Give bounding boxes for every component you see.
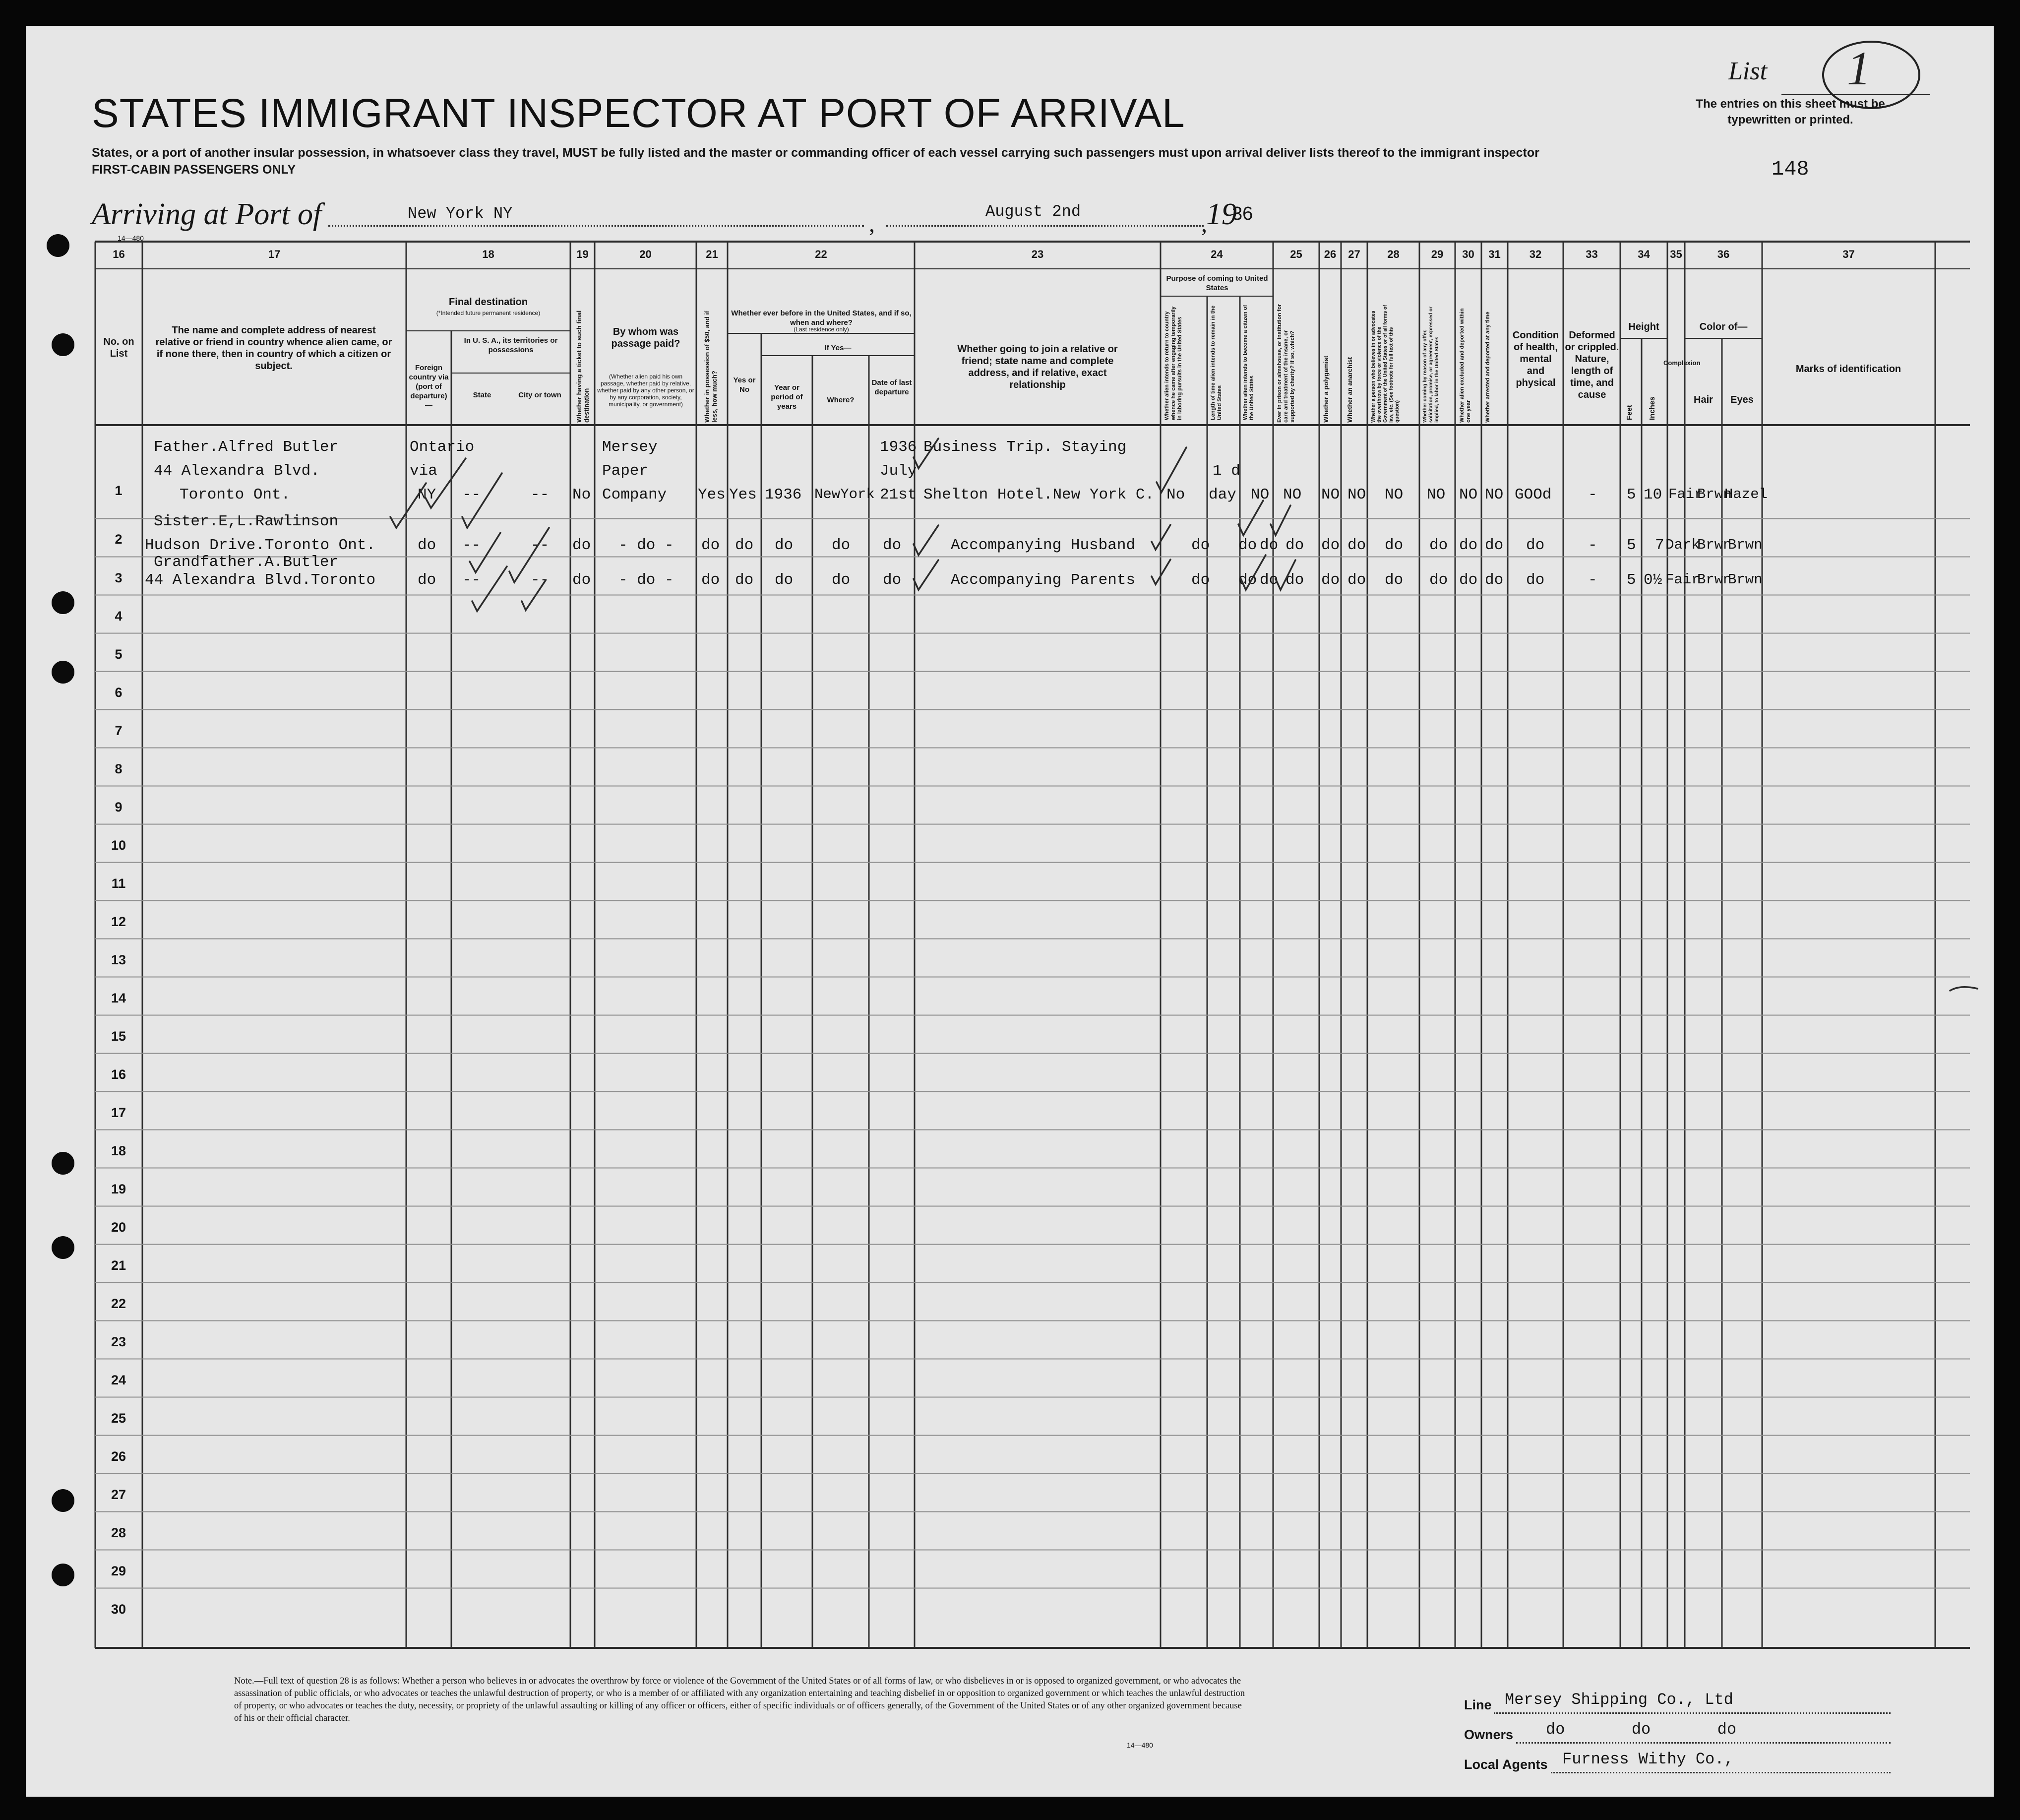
- typewritten-note: The entries on this sheet must be typewritten or printed.: [1696, 97, 1885, 126]
- entry-2-polygamist: do: [1321, 537, 1340, 554]
- entry-3-departure: do: [883, 571, 902, 589]
- entry-2-health: do: [1526, 537, 1545, 554]
- row-number: 22: [111, 1296, 126, 1311]
- entry-2-ticket: do: [572, 537, 591, 554]
- header-return-intent: Whether alien intends to return to country whence he came after engaging temporarily in laboring pursuits in the United States: [1164, 306, 1183, 420]
- form-subtitle: States, or a port of another insular possession, in whatsoever class they travel, MUST be fully listed and the master or commanding officer of each vessel carrying such passengers must upon arrival deliver lists thereof to the immigrant inspector: [92, 146, 1539, 160]
- header-polygamist: Whether a polygamist: [1322, 355, 1330, 423]
- entry-2-money: do: [701, 537, 720, 554]
- col-number-19: 19: [576, 248, 589, 260]
- col-number-30: 30: [1462, 248, 1474, 260]
- entry-1-departure-line-3: 21st: [880, 486, 917, 503]
- header-passage-paid-note: (Whether alien paid his own passage, whether paid by relative, whether paid by any other person, or by any corporation, society, municipality, or government): [597, 373, 694, 408]
- binder-hole: [52, 1564, 74, 1586]
- entry-2-complexion: Dark: [1665, 537, 1700, 553]
- entry-2-relative-line-1: Sister.E,L.Rawlinson: [154, 513, 339, 530]
- local-agents-label: Local Agents: [1464, 1757, 1548, 1772]
- entry-1-feet: 5: [1627, 486, 1636, 503]
- entry-1-return: No: [1166, 486, 1185, 503]
- header-eyes: Eyes: [1730, 394, 1754, 405]
- entry-1-paid-line-2: Paper: [602, 462, 649, 480]
- header-purpose: Purpose of coming to United States: [1166, 274, 1268, 292]
- header-final-destination-note: (*Intended future permanent residence): [436, 310, 541, 316]
- entry-2-relative-line-2: Hudson Drive.Toronto Ont.: [145, 537, 376, 554]
- entry-1-q29: NO: [1427, 486, 1446, 503]
- entry-2-anarchist: do: [1347, 537, 1366, 554]
- inspector-check-marks: [26, 26, 1994, 1797]
- entry-2-departure: do: [883, 537, 902, 554]
- col-number-31: 31: [1488, 248, 1501, 260]
- header-feet: Feet: [1625, 405, 1634, 420]
- header-inches: Inches: [1648, 396, 1656, 420]
- row-number: 10: [111, 838, 126, 853]
- entry-3-prison: do: [1285, 571, 1304, 589]
- row-number: 28: [111, 1525, 126, 1540]
- header-complexion: Complexion: [1663, 359, 1701, 367]
- header-ever-before-in-us: Whether ever before in the United States, and if so, when and where?: [731, 309, 912, 327]
- entry-1-money: Yes: [698, 486, 726, 503]
- entry-3-feet: 5: [1627, 571, 1636, 589]
- line-label: Line: [1464, 1697, 1492, 1712]
- row-number: 8: [115, 761, 122, 776]
- entry-1-polygamist: NO: [1321, 486, 1340, 503]
- col-number-26: 26: [1324, 248, 1337, 260]
- entry-1-ticket: No: [572, 486, 591, 503]
- entry-3-foreign: do: [418, 571, 436, 589]
- entry-3-q29: do: [1429, 571, 1448, 589]
- local-agents-field-underline: [1551, 1772, 1891, 1773]
- list-number: 1: [1847, 42, 1871, 95]
- row-number: 1: [115, 483, 122, 498]
- entry-2-city: --: [531, 537, 550, 554]
- entry-1-state: --: [462, 486, 481, 503]
- col-number-37: 37: [1842, 248, 1855, 260]
- entry-1-q28: NO: [1385, 486, 1404, 503]
- entry-3-anarchist: do: [1347, 571, 1366, 589]
- col-number-32: 32: [1529, 248, 1542, 260]
- entry-2-q29: do: [1429, 537, 1448, 554]
- entry-3-where: do: [832, 571, 851, 589]
- header-foreign-country: Foreign country via (port of departure)—: [409, 364, 449, 410]
- form-title: STATES IMMIGRANT INSPECTOR AT PORT OF ARRIVAL: [92, 91, 1185, 136]
- entry-3-city: --: [531, 571, 550, 589]
- line-value: Mersey Shipping Co., Ltd: [1505, 1691, 1733, 1709]
- header-arrested-deported: Whether arrested and deported at any time: [1485, 312, 1491, 423]
- entry-1-paid-line-1: Mersey: [602, 439, 658, 456]
- header-where: Where?: [827, 396, 855, 404]
- header-anarchist: Whether an anarchist: [1346, 357, 1353, 423]
- entry-1-foreign-line-3: NY: [418, 486, 436, 503]
- col-number-22: 22: [815, 248, 827, 260]
- row-number: 23: [111, 1334, 126, 1349]
- row-number: 15: [111, 1029, 126, 1044]
- entry-1-foreign-line-2: via: [410, 462, 437, 480]
- entry-3-relative-line-1: Grandfather.A.Butler: [154, 554, 339, 571]
- binder-hole: [52, 591, 74, 614]
- col-number-20: 20: [639, 248, 652, 260]
- row-number: 29: [111, 1564, 126, 1578]
- entry-3-before: do: [735, 571, 754, 589]
- header-excluded-deported: Whether alien excluded and deported within one year: [1459, 308, 1471, 423]
- entry-2-prison: do: [1285, 537, 1304, 554]
- entry-3-q31: do: [1485, 571, 1504, 589]
- entry-2-before: do: [735, 537, 754, 554]
- entry-1-paid-line-3: Company: [602, 486, 667, 503]
- footnote-form-code: 14—480: [1127, 1741, 1153, 1749]
- date-value: August 2nd: [985, 202, 1081, 221]
- entry-1-health: GOOd: [1515, 486, 1552, 503]
- entry-2-q28: do: [1385, 537, 1404, 554]
- binder-hole: [52, 333, 74, 356]
- row-number: 11: [111, 876, 126, 891]
- col-number-28: 28: [1387, 248, 1400, 260]
- entry-1-joining-line-1: Business Trip. Staying: [923, 439, 1127, 456]
- entry-2-return: do: [1191, 537, 1210, 554]
- entry-3-hair: Brwn: [1697, 571, 1732, 588]
- comma-mark: ,: [869, 211, 875, 237]
- row-number: 17: [111, 1105, 126, 1120]
- entry-1-q30: NO: [1459, 486, 1478, 503]
- port-value: New York NY: [408, 204, 513, 223]
- owners-field-underline: [1516, 1742, 1891, 1744]
- entry-2-where: do: [832, 537, 851, 554]
- entry-2-inches: 7: [1655, 537, 1664, 554]
- entry-2-eyes: Brwn: [1728, 537, 1763, 553]
- entry-1-citizen: NO: [1251, 486, 1270, 503]
- entry-1-foreign-line-1: Ontario: [410, 439, 475, 456]
- entry-3-complexion: Fair: [1665, 571, 1700, 588]
- entry-2-year: do: [775, 537, 794, 554]
- entry-2-citizen: do: [1260, 537, 1279, 554]
- row-number: 9: [115, 800, 122, 815]
- entry-2-q30: do: [1459, 537, 1478, 554]
- row-number: 5: [115, 647, 122, 662]
- entry-3-q28: do: [1385, 571, 1404, 589]
- header-final-destination: Final destination: [449, 297, 528, 308]
- entry-2-paid: - do -: [618, 537, 674, 554]
- col-number-18: 18: [482, 248, 494, 260]
- header-labor-offer: Whether coming by reason of any offer, solicitation, promise, or agreement, expressed or implied, to labor in the United States: [1422, 307, 1440, 423]
- header-date-last-departure: Date of last departure: [871, 378, 912, 396]
- entry-1-before: Yes: [729, 486, 757, 503]
- comma-mark-2: ,: [1201, 211, 1207, 237]
- header-fifty-dollars: Whether in possession of $50, and if less, how much?: [703, 311, 718, 423]
- entry-1-joining-line-2: Shelton Hotel.New York C.: [923, 486, 1155, 503]
- header-state: State: [473, 391, 491, 399]
- manifest-sheet: [26, 26, 1994, 1797]
- row-number: 21: [111, 1258, 126, 1273]
- col-number-36: 36: [1717, 248, 1730, 260]
- entry-2-feet: 5: [1627, 537, 1636, 554]
- owners-value: do do do: [1546, 1720, 1737, 1739]
- entry-3-polygamist: do: [1321, 571, 1340, 589]
- entry-1-deformed: -: [1588, 486, 1597, 503]
- year-prefix: 19: [1206, 197, 1237, 231]
- row-number: 16: [111, 1067, 126, 1082]
- row-number: 13: [111, 952, 126, 967]
- row-number: 4: [115, 609, 122, 624]
- col-number-27: 27: [1348, 248, 1360, 260]
- binder-hole: [52, 1489, 74, 1512]
- footnote-question-28: Note.—Full text of question 28 is as follows: Whether a person who believes in or advocates the overthrow by force or violence of the Government of the United States or of all forms of law, or who disbelieves in or is opposed to organized government, or who advocates the assassination of public officials, or who advocates or teaches the unlawful destruction of property, or who is a member of or affiliated with any organization entertaining and teaching disbelief in or opposition to organized government or which teaches the unlawful destruction of property, or who advocates or teaches the duty, necessity, or propriety of the unlawful assaulting or killing of any officer or officers, either of specific individuals or of officers generally, of the Government of the United States or of any other organized government because of his or their official character.: [234, 1676, 1245, 1723]
- col-number-34: 34: [1638, 248, 1650, 260]
- header-yes-or-no: Yes or No: [733, 376, 756, 394]
- row-number: 30: [111, 1602, 126, 1617]
- row-number: 3: [115, 570, 122, 585]
- entry-3-deformed: -: [1588, 571, 1597, 589]
- binder-hole: [47, 234, 69, 257]
- entry-1-relative-line-3: Toronto Ont.: [180, 486, 291, 503]
- col-number-29: 29: [1431, 248, 1444, 260]
- header-year-or-period: Year or period of years: [771, 383, 803, 411]
- entry-3-eyes: Brwn: [1728, 571, 1763, 588]
- entry-2-foreign: do: [418, 537, 436, 554]
- entry-1-prison: NO: [1283, 486, 1302, 503]
- row-number: 6: [115, 685, 122, 700]
- binder-hole: [52, 661, 74, 684]
- row-number: 24: [111, 1373, 126, 1387]
- entry-1-length-line-2: day: [1209, 486, 1236, 503]
- owners-label: Owners: [1464, 1727, 1514, 1742]
- list-label: List: [1728, 57, 1768, 85]
- col-number-35: 35: [1670, 248, 1682, 260]
- col-number-24: 24: [1211, 248, 1223, 260]
- entry-2-length: do: [1238, 537, 1257, 554]
- row-number: 25: [111, 1411, 126, 1426]
- row-number: 19: [111, 1182, 126, 1196]
- entry-1-city: --: [531, 486, 550, 503]
- binder-hole: [52, 1236, 74, 1259]
- entry-1-departure-line-1: 1936: [880, 439, 917, 456]
- entry-3-money: do: [701, 571, 720, 589]
- col-number-17: 17: [268, 248, 281, 260]
- entry-1-relative-line-2: 44 Alexandra Blvd.: [154, 462, 320, 480]
- binder-hole: [52, 1152, 74, 1175]
- entry-3-ticket: do: [572, 571, 591, 589]
- header-nearest-relative: The name and complete address of nearest relative or friend in country whence alien came, or if none there, then in country of which a citizen or subject.: [155, 325, 392, 372]
- entry-1-anarchist: NO: [1347, 486, 1366, 503]
- row-number: 20: [111, 1220, 126, 1235]
- entry-1-complexion: Fair: [1668, 486, 1703, 502]
- col-number-33: 33: [1586, 248, 1598, 260]
- header-passage-paid: By whom was passage paid?: [611, 326, 680, 349]
- header-joining-relative: Whether going to join a relative or friend; state name and complete address, and if relative, exact relationship: [957, 344, 1118, 390]
- row-number: 27: [111, 1487, 126, 1502]
- col-number-23: 23: [1031, 248, 1044, 260]
- entry-1-year: 1936: [765, 486, 802, 503]
- entry-2-q31: do: [1485, 537, 1504, 554]
- header-ticket: Whether having a ticket to such final destination: [575, 310, 590, 423]
- entry-1-departure-line-2: July: [880, 462, 917, 480]
- entry-3-paid: - do -: [618, 571, 674, 589]
- local-agents-value: Furness Withy Co.,: [1562, 1750, 1734, 1768]
- col-number-25: 25: [1290, 248, 1302, 260]
- entry-3-state: --: [462, 571, 481, 589]
- entry-3-inches: 0½: [1644, 571, 1662, 589]
- entry-1-hair: Brwn: [1697, 486, 1732, 502]
- header-hair: Hair: [1694, 394, 1713, 405]
- header-color-of: Color of—: [1699, 321, 1748, 332]
- col-number-16: 16: [113, 248, 125, 260]
- entry-2-state: --: [462, 537, 481, 554]
- header-no-on-list: No. on List: [103, 336, 134, 359]
- row-number: 26: [111, 1449, 126, 1464]
- entry-1-length-line-1: 1 d: [1213, 462, 1240, 480]
- header-overthrow-question: Whether a person who believes in or advocates the overthrow by force or violence of the Government of the United States or of all forms of law, etc. (See footnote for full text of this question): [1371, 305, 1400, 423]
- row-number: 2: [115, 532, 122, 547]
- entry-1-q31: NO: [1485, 486, 1504, 503]
- entry-1-where: NewYork: [814, 486, 875, 502]
- sheet-number: 148: [1772, 157, 1809, 181]
- arriving-label: Arriving at Port of: [92, 197, 322, 231]
- header-prison-almshouse: Ever in prison or almshouse, or institution for care and treatment of the insane, or supported by charity? If so, which?: [1277, 304, 1295, 423]
- header-length-of-stay: Length of time alien intends to remain in the United States: [1210, 305, 1223, 420]
- row-number: 12: [111, 914, 126, 929]
- year-suffix: 36: [1232, 203, 1253, 224]
- header-deformed: Deformed or crippled. Nature, length of time, and cause: [1565, 330, 1619, 400]
- line-field-underline: [1494, 1712, 1891, 1714]
- header-health: Condition of health, mental and physical: [1512, 330, 1559, 388]
- entry-1-eyes: Hazel: [1724, 486, 1768, 502]
- entry-2-deformed: -: [1588, 537, 1597, 554]
- form-code: 14—480: [118, 234, 144, 242]
- header-last-residence: (Last residence only): [794, 326, 849, 333]
- row-number: 7: [115, 723, 122, 738]
- entry-3-return: do: [1191, 571, 1210, 589]
- header-city-or-town: City or town: [518, 391, 561, 399]
- entry-2-hair: Brwn: [1697, 537, 1732, 553]
- col-number-21: 21: [706, 248, 718, 260]
- entry-2-joining: Accompanying Husband: [951, 537, 1136, 554]
- entry-3-year: do: [775, 571, 794, 589]
- header-height: Height: [1628, 321, 1659, 332]
- header-in-usa: In U. S. A., its territories or possessions: [464, 336, 558, 354]
- entry-3-q30: do: [1459, 571, 1478, 589]
- row-number: 18: [111, 1143, 126, 1158]
- entry-3-joining: Accompanying Parents: [951, 571, 1136, 589]
- entry-1-relative-line-1: Father.Alfred Butler: [154, 439, 339, 456]
- passenger-class: FIRST-CABIN PASSENGERS ONLY: [92, 163, 296, 177]
- entry-3-citizen: do: [1260, 571, 1279, 589]
- header-citizen-intent: Whether alien intends to become a citizen of the United States: [1242, 305, 1255, 420]
- row-number: 14: [111, 991, 126, 1005]
- entry-3-health: do: [1526, 571, 1545, 589]
- entry-3-relative-line-2: 44 Alexandra Blvd.Toronto: [145, 571, 376, 589]
- header-if-yes: If Yes—: [824, 344, 852, 352]
- entry-1-inches: 10: [1644, 486, 1662, 503]
- header-marks-of-identification: Marks of identification: [1795, 364, 1901, 375]
- entry-3-length: do: [1238, 571, 1257, 589]
